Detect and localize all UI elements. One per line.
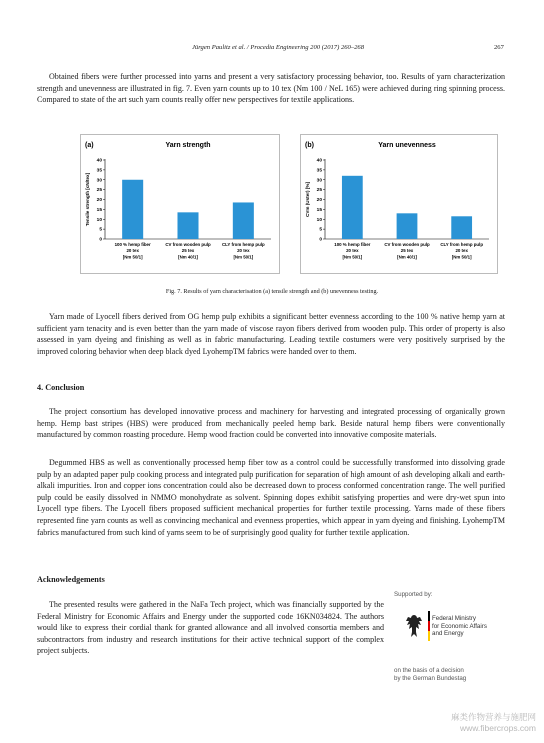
chart-b-y-tick-label: 10 (316, 217, 322, 223)
chart-b-bar (451, 216, 472, 239)
chart-b-y-tick-label: 20 (316, 198, 322, 204)
chart-b-title: Yarn unevenness (378, 142, 436, 149)
chart-b-x-tick-label: CV from wooden pulp (384, 242, 430, 247)
chart-yarn-strength-frame (80, 134, 280, 274)
journal-citation: Jürgen Paulitz et al. / Procedia Engineering 200 (2017) 260–268 (192, 44, 365, 51)
chart-b-y-axis-label: CVm (Uster) [%] (305, 182, 310, 217)
german-flag-bar (428, 611, 430, 641)
chart-b-y-tick-label: 0 (319, 237, 322, 243)
page-number: 267 (494, 44, 504, 51)
chart-a-x-tick-label: [Nm 50/1] (233, 254, 254, 260)
chart-a-y-tick-label: 10 (96, 217, 102, 223)
paragraph-lyocell-evenness: Yarn made of Lyocell fibers derived from OG hemp pulp exhibits a significant better evenness according to the 100 % native hemp yarn at sufficient yarn tenacity and is even better than the yarn made of viscose rayon fibers derived from wooden pulp. This order of property is also assessed in yarn dyeing and finishing as well as in fabric manufacturing. Leading textile costumers were very positively surprised by the improved coloring behavior when deep black dyed LyohempTM fabrics were handed over to them. (37, 312, 505, 356)
chart-b-y-tick-label: 25 (316, 188, 322, 194)
chart-b-y-tick-label: 15 (316, 207, 322, 213)
chart-b-x-tick-label: 25 tex (400, 248, 414, 254)
ministry-name: Federal Ministry for Economic Affairs and Energy (432, 615, 487, 638)
chart-b-y-tick-label: 5 (319, 227, 322, 233)
chart-a-y-tick-label: 5 (99, 227, 102, 233)
supported-by-label: Supported by: (394, 591, 433, 598)
paragraph-yarn-processing: Obtained fibers were further processed into yarns and present a very satisfactory processing behavior, too. Results of yarn characterization strength and unevenness are illustrated in fig. 7. Even yarn counts up to 10 tex (Nm 100 / NeL 165) were achieved during ring spinning process. Compared to state of the art such yarn counts really offer new perspectives for textile applications. (37, 72, 505, 105)
sponsor-logo-block (394, 591, 514, 682)
chart-b-bar (397, 213, 418, 239)
chart-a-bar (233, 202, 254, 239)
chart-yarn-unevenness (301, 135, 497, 273)
chart-b-y-tick-label: 30 (316, 178, 322, 184)
chart-a-y-axis-label: Tensile strength [cN/tex] (85, 172, 90, 227)
figure-caption: Fig. 7. Results of yarn characterisation (a) tensile strength and (b) unevenness testing. (165, 288, 379, 295)
bundestag-note: on the basis of a decision by the German Bundestag (394, 667, 467, 682)
paragraph-acknowledgements: The presented results were gathered in the NaFa Tech project, which was financially supported by the Federal Ministry for Economic Affairs and Energy under the supported code 16KN034824. The authors would like to express their cordial thank for granted allowance and all involved consortia members and subcontractors from industry and research institutions for their active technical support of the complex project subjects. (37, 600, 384, 656)
chart-a-bar (177, 212, 198, 239)
section-heading-conclusion: 4. Conclusion (37, 383, 85, 392)
chart-a-x-tick-label: [Nm 50/1] (122, 254, 143, 260)
site-watermark: 麻类作物营养与施肥网 www.fibercrops.com (450, 712, 536, 733)
chart-b-bar (342, 176, 363, 239)
paragraph-conclusion-1: The project consortium has developed innovative process and machinery for harvesting and integrated processing of organically grown hemp. Hemp bast stripes (HBS) were produced from mechanically peeled hemp bark. Beside natural hemp fibers were conventionally manufactured by common roasting procedure. Hemp wood fraction could be converted into innovative composite materials. (37, 407, 505, 440)
chart-a-y-tick-label: 15 (96, 207, 102, 213)
chart-a-y-tick-label: 30 (96, 178, 102, 184)
chart-a-y-tick-label: 25 (96, 188, 102, 194)
paragraph-conclusion-2: Degummed HBS as well as conventionally processed hemp fiber tow as a control could be successfully transformed into dissolving grade pulp by an adapted paper pulp cooking process and integrated pulp purification for separation of high amount of ash developing alkali and earth-alkali impurities. Iron and copper ions concentration could also be decreased down to process conformed concentration range. The well purified pulp could be easily dissolved in NMMO monohydrate as solvent. Spinning dopes exhibit satisfying properties and were dry-wet spun into Lyocell type fibers. The Lyocell fibers proposed sufficient mechanical properties for further textile processing. Yarns made of these fibers represented fine yarn counts as well as convincing mechanical and evenness properties, which appear in yarn dyeing and finishing. LyohempTM fabrics manufactured from such kind of yarns seem to be of surprisingly good quality for further textile application. (37, 458, 505, 537)
chart-b-x-tick-label: [Nm 50/1] (342, 254, 363, 260)
chart-a-x-tick-label: 25 tex (181, 248, 195, 254)
chart-b-x-tick-label: 20 tex (455, 248, 468, 254)
chart-b-x-tick-label: CLY from hemp pulp (440, 242, 484, 247)
chart-b-y-tick-label: 35 (316, 168, 322, 174)
chart-a-x-tick-label: 100 % hemp fiber (114, 242, 151, 247)
chart-a-title: Yarn strength (165, 142, 211, 149)
chart-a-y-tick-label: 20 (96, 198, 102, 204)
chart-a-y-tick-label: 0 (99, 237, 102, 243)
chart-b-panel-label: (b) (305, 142, 314, 149)
chart-b-x-tick-label: 100 % hemp fiber (334, 242, 371, 247)
chart-a-bar (122, 180, 143, 239)
chart-a-x-tick-label: 20 tex (126, 248, 139, 254)
chart-a-y-tick-label: 35 (96, 168, 102, 174)
chart-b-y-tick-label: 40 (316, 158, 322, 164)
chart-yarn-strength (81, 135, 279, 273)
chart-yarn-unevenness-frame (300, 134, 498, 274)
chart-b-x-tick-label: [Nm 40/1] (397, 254, 417, 260)
chart-a-x-tick-label: CV from wooden pulp (165, 242, 211, 247)
chart-a-x-tick-label: [Nm 40/1] (178, 254, 198, 260)
chart-a-x-tick-label: CLY from hemp pulp (221, 242, 265, 247)
chart-a-panel-label: (a) (85, 142, 94, 149)
chart-b-x-tick-label: 20 tex (346, 248, 359, 254)
federal-eagle-icon (404, 613, 424, 639)
section-heading-acknowledgements: Acknowledgements (37, 575, 105, 584)
chart-a-x-tick-label: 20 tex (237, 248, 250, 254)
chart-b-x-tick-label: [Nm 50/1] (451, 254, 472, 260)
chart-a-y-tick-label: 40 (96, 158, 102, 164)
